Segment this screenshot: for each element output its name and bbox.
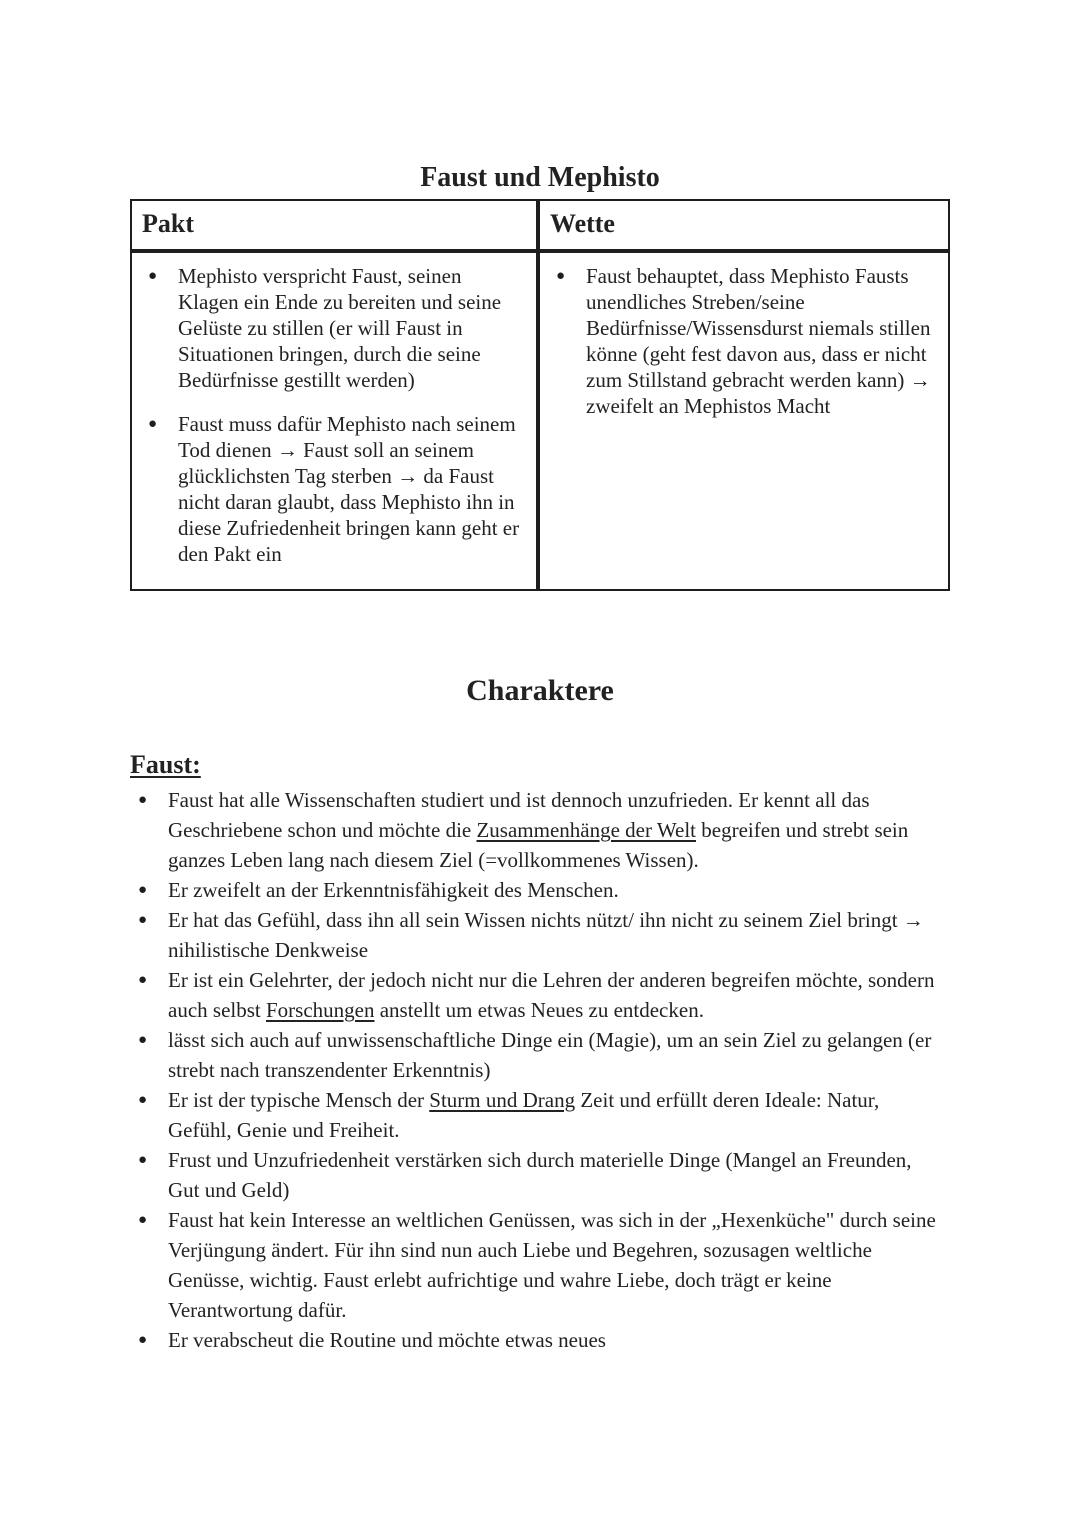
pakt-cell [131, 251, 538, 590]
item-text: Frust und Unzufriedenheit verstärken sich durch materielle Dinge (Mangel an Freunden, Gut und Geld) [168, 1148, 912, 1202]
item-text: Er hat das Gefühl, dass ihn all sein Wissen nichts nützt/ ihn nicht zu seinem Ziel bringt → nihilistische Denkweise [168, 908, 924, 962]
wette-list [546, 263, 938, 419]
item-text: begreifen und strebt sein ganzes Leben lang nach diesem Ziel (=vollkommenes Wissen). [168, 818, 909, 872]
pakt-list [138, 263, 526, 567]
underlined-term: Sturm und Drang [429, 1088, 576, 1112]
pakt-header: Pakt [131, 200, 538, 251]
wette-cell [538, 251, 949, 590]
pakt-wette-table [130, 199, 950, 591]
underlined-term: Forschungen [265, 998, 375, 1022]
faust-character-list [168, 785, 948, 1355]
list-item [168, 1085, 948, 1145]
table-header-row [131, 200, 949, 251]
faust-heading: Faust: [130, 750, 201, 779]
list-item: ● Faust muss dafür Mephisto nach seinem Tod dienen → Faust soll an seinem glücklichsten Tag sterben → da Faust nicht daran glaubt, dass Mephisto ihn in diese Zufriedenheit bringen kann geht er den Pakt ein [178, 411, 526, 567]
section-title-faust-und-mephisto: Faust und Mephisto [420, 162, 660, 193]
list-item: ● Faust behauptet, dass Mephisto Fausts unendliches Streben/seine Bedürfnisse/Wissensdurst niemals stillen könne (geht fest davon aus, dass er nicht zum Stillstand gebracht werden kann) → zweifelt an Mephistos Macht [586, 263, 938, 419]
underlined-term: Zusammenhänge der Welt [476, 818, 696, 842]
list-item [168, 1145, 948, 1205]
item-text: lässt sich auch auf unwissenschaftliche Dinge ein (Magie), um an sein Ziel zu gelangen (er strebt nach transzendenter Erkenntnis) [168, 1028, 932, 1082]
item-text: Er zweifelt an der Erkenntnisfähigkeit des Menschen. [168, 878, 619, 902]
item-text: Faust hat kein Interesse an weltlichen Genüssen, was sich in der „Hexenküche" durch seine Verjüngung ändert. Für ihn sind nun auch Liebe und Begehren, sozusagen weltliche Genüsse, wichtig. Faust erlebt aufrichtige und wahre Liebe, doch trägt er keine Verantwortung dafür. [168, 1208, 936, 1322]
table-row [131, 251, 949, 590]
wette-header: Wette [538, 200, 949, 251]
list-item [168, 1205, 948, 1325]
list-item [168, 785, 948, 875]
item-text: Faust hat alle Wissenschaften studiert und ist dennoch unzufrieden. Er kennt all das Geschriebene schon und möchte die [168, 788, 870, 842]
item-text: anstellt um etwas Neues zu entdecken. [374, 998, 704, 1022]
list-item [168, 965, 948, 1025]
item-text: Er ist ein Gelehrter, der jedoch nicht nur die Lehren der anderen begreifen möchte, sondern auch selbst [168, 968, 935, 1022]
list-item [168, 875, 948, 905]
list-item [168, 905, 948, 965]
list-item [168, 1025, 948, 1085]
list-item [168, 1325, 948, 1355]
item-text: Er ist der typische Mensch der [168, 1088, 430, 1112]
item-text: Zeit und erfüllt deren Ideale: Natur, Gefühl, Genie und Freiheit. [168, 1088, 880, 1142]
item-text: Er verabscheut die Routine und möchte etwas neues [168, 1328, 606, 1352]
section-title-charaktere: Charaktere [466, 674, 614, 707]
list-item: ● Mephisto verspricht Faust, seinen Klagen ein Ende zu bereiten und seine Gelüste zu stillen (er will Faust in Situationen bringen, durch die seine Bedürfnisse gestillt werden) [178, 263, 526, 393]
